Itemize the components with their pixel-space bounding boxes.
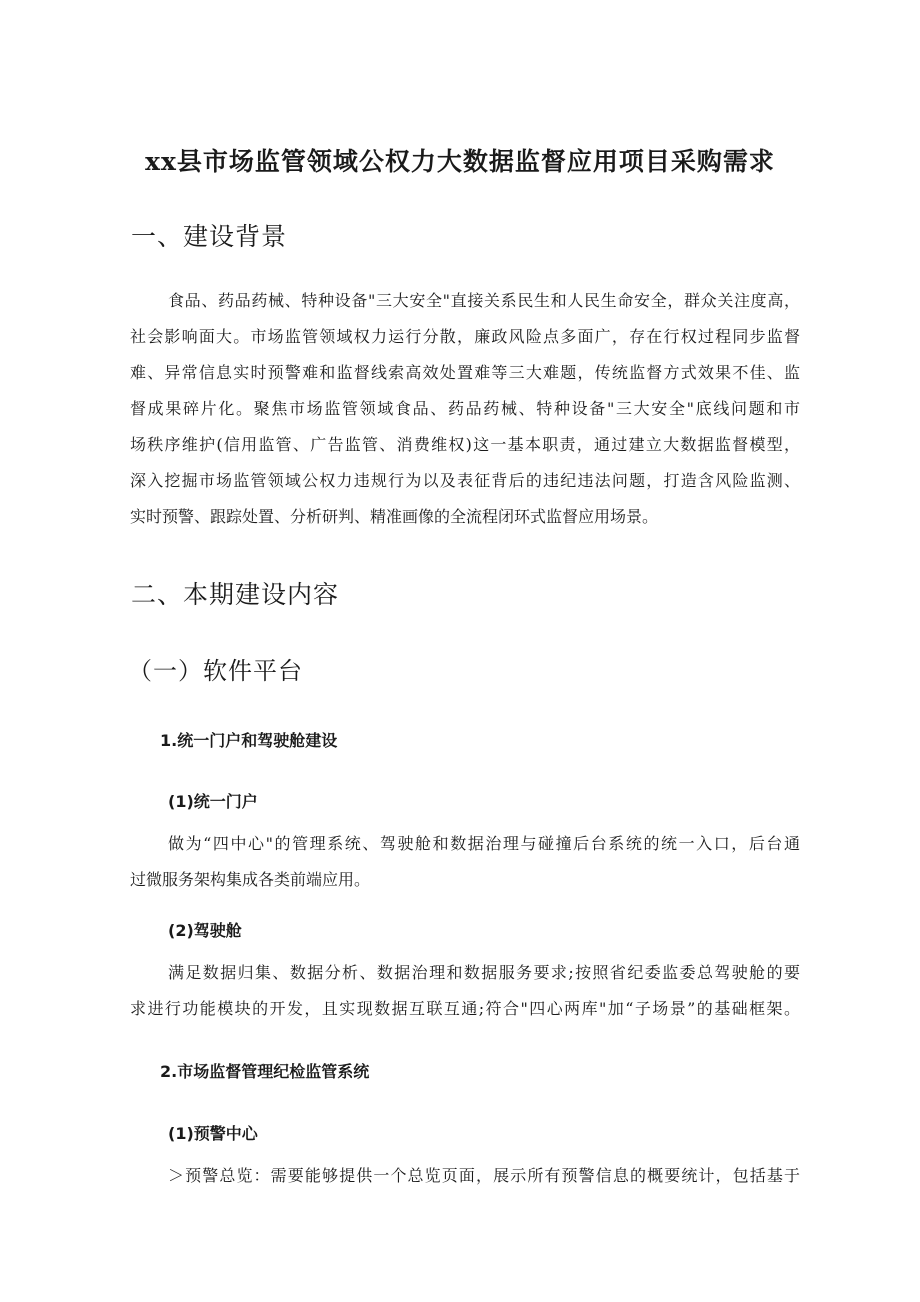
cockpit-paragraph xyxy=(130,955,800,1027)
item-heading-cockpit: (2)驾驶舱 xyxy=(168,921,242,940)
item-heading-portal-cockpit: 1.统一门户和驾驶舱建设 xyxy=(160,731,338,750)
paragraph-line: 难、异常信息实时预警难和监督线索高效处置难等三大难题，传统监督方式效果不佳、监 xyxy=(130,363,800,382)
warning-center-paragraph xyxy=(130,1158,800,1194)
paragraph-line: 深入挖掘市场监管领域公权力违规行为以及表征背后的违纪违法问题，打造含风险监测、 xyxy=(130,471,800,490)
paragraph-line: ＞预警总览：需要能够提供一个总览页面，展示所有预警信息的概要统计，包括基于 xyxy=(168,1166,800,1185)
paragraph-line: 督成果碎片化。聚焦市场监管领域食品、药品药械、特种设备"三大安全"底线问题和市 xyxy=(130,399,800,418)
document-title: xx县市场监管领域公权力大数据监督应用项目采购需求 xyxy=(145,147,775,176)
paragraph-line: 满足数据归集、数据分析、数据治理和数据服务要求;按照省纪委监委总驾驶舱的要 xyxy=(168,963,800,982)
section-heading-content: 二、本期建设内容 xyxy=(131,580,340,609)
subsection-heading-software: （一）软件平台 xyxy=(128,657,303,685)
paragraph-line: 社会影响面大。市场监管领域权力运行分散，廉政风险点多面广，存在行权过程同步监督 xyxy=(130,327,800,346)
paragraph-line: 食品、药品药械、特种设备"三大安全"直接关系民生和人民生命安全，群众关注度高， xyxy=(168,291,800,310)
item-heading-warning-center: (1)预警中心 xyxy=(168,1124,258,1143)
section-heading-background: 一、建设背景 xyxy=(131,222,288,251)
item-heading-unified-portal: (1)统一门户 xyxy=(168,792,258,811)
background-paragraph xyxy=(130,283,800,535)
paragraph-line: 做为“四中心"的管理系统、驾驶舱和数据治理与碰撞后台系统的统一入口，后台通 xyxy=(168,834,800,853)
paragraph-line: 场秩序维护(信用监管、广告监管、消费维权)这一基本职责，通过建立大数据监督模型， xyxy=(130,435,800,454)
item-heading-supervision-system: 2.市场监督管理纪检监管系统 xyxy=(160,1062,370,1081)
unified-portal-paragraph xyxy=(130,826,800,898)
paragraph-line: 实时预警、跟踪处置、分析研判、精准画像的全流程闭环式监督应用场景。 xyxy=(130,507,659,526)
paragraph-line: 过微服务架构集成各类前端应用。 xyxy=(130,870,371,889)
paragraph-line: 求进行功能模块的开发，且实现数据互联互通;符合"四心两库"加“子场景”的基础框架。 xyxy=(130,999,800,1018)
